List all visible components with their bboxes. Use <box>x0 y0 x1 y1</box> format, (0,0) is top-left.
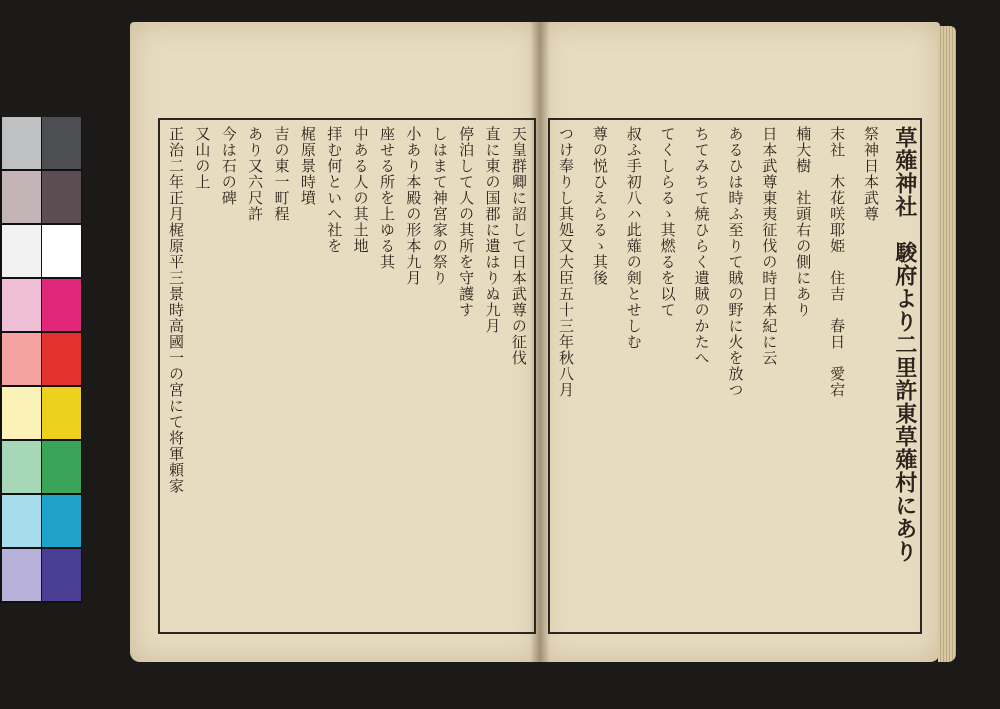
text-column: つけ奉りし其処又大臣五十三年秋八月 <box>557 126 575 398</box>
text-column: 叔ふ手初八ハ此薙の剣とせしむ <box>624 126 643 350</box>
color-swatch <box>2 117 41 169</box>
text-column: 中ある人の其土地 <box>351 126 370 254</box>
color-swatch <box>2 549 41 601</box>
color-swatch <box>2 171 41 223</box>
color-swatch <box>42 387 81 439</box>
text-column: 梶原景時墳 <box>298 126 317 206</box>
text-column: あり又六尺許 <box>246 126 265 222</box>
color-swatch <box>42 549 81 601</box>
color-swatch <box>42 441 81 493</box>
right-text-frame <box>548 118 922 634</box>
text-column: 天皇群卿に詔して日本武尊の征伐 <box>509 126 528 366</box>
color-swatch <box>2 279 41 331</box>
text-column: 吉の東一町程 <box>272 126 291 222</box>
text-column: 尊の悦ひえらるゝ其後 <box>590 126 609 286</box>
open-book <box>120 22 960 670</box>
left-text-frame <box>158 118 536 634</box>
color-swatch <box>42 333 81 385</box>
text-column: 停泊して人の其所を守護す <box>457 126 476 318</box>
text-column: しはまて神宮家の祭り <box>430 126 449 286</box>
text-column: 座せる所を上ゆる其 <box>378 126 396 270</box>
text-column: 草薙神社 駿府より二里許東草薙村にあり <box>891 126 918 563</box>
text-column: 拝む何といへ社を <box>325 126 344 254</box>
left-columns <box>166 126 528 626</box>
page-edges <box>938 26 956 662</box>
text-column: てくしらるゝ其燃るを以て <box>658 126 677 318</box>
color-swatch <box>2 225 41 277</box>
color-swatch <box>42 225 81 277</box>
right-columns <box>556 126 918 626</box>
text-column: 直に東の国郡に遺はりぬ九月 <box>483 126 502 334</box>
color-swatch <box>42 495 81 547</box>
color-swatch <box>2 387 41 439</box>
text-column: 末社 木花咲耶姫 住吉 春日 愛宕 <box>828 126 847 398</box>
color-swatch <box>42 117 81 169</box>
text-column: 祭神日本武尊 <box>862 126 881 222</box>
text-column: 日本武尊東夷征伐の時日本紀に云 <box>760 126 779 366</box>
text-column: 小あり本殿の形本九月 <box>404 126 423 286</box>
color-swatch <box>2 495 41 547</box>
text-column: あるひは時ふ至りて賊の野に火を放つ <box>726 126 745 398</box>
text-column: 正治二年正月梶原平三景時高國一の宮にて将軍頼家 <box>167 126 185 494</box>
text-column: 又山の上 <box>193 126 212 190</box>
color-swatch <box>42 171 81 223</box>
text-column: 楠大樹 社頭右の側にあり <box>794 126 813 318</box>
color-calibration-card <box>0 117 82 603</box>
color-swatch <box>2 441 41 493</box>
text-column: 今は石の碑 <box>219 126 238 206</box>
color-swatch <box>2 333 41 385</box>
color-swatch <box>42 279 81 331</box>
text-column: ちてみちて焼ひらく遺賊のかたへ <box>692 126 711 366</box>
